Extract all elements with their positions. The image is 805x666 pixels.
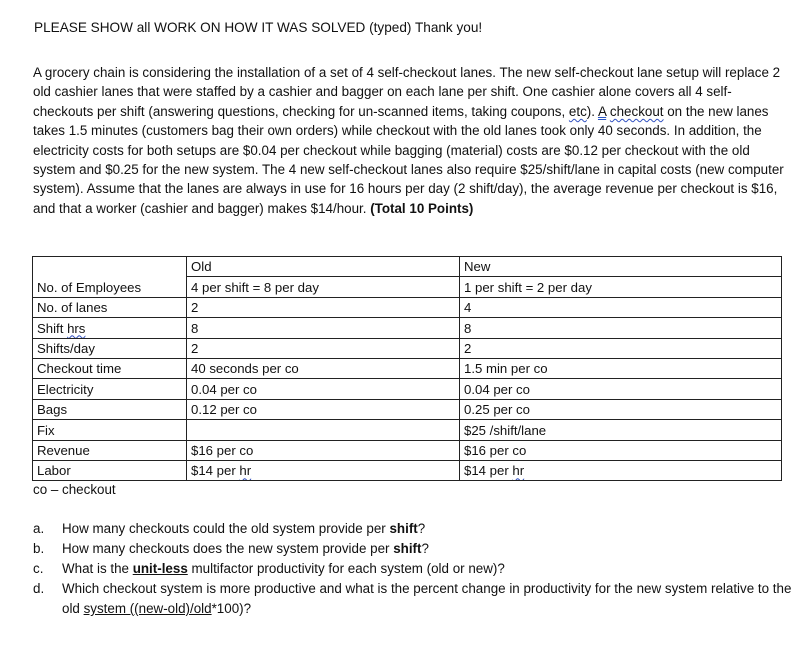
table-cell-new: 1.5 min per co xyxy=(460,358,782,378)
table-cell-old: 40 seconds per co xyxy=(187,358,460,378)
problem-text-4: on the new lanes takes 1.5 minutes (customers bag their own orders) while checkout with the old lanes took only 40 seconds. In addition, the electricity costs for both setups are $0.04 per checkout while bagging (material) costs are $0.12 per checkout with the old system and $0.25 for the new system. The 4 new self-checkout lanes also require $25/shift/lane in capital costs (new computer system). Assume that the lanes are always in use for 16 hours per day (2 shift/day), the average revenue per checkout is $16, and that a worker (cashier and bagger) makes $14/hour. xyxy=(33,103,784,216)
comparison-table xyxy=(32,256,782,481)
problem-etc: etc xyxy=(568,103,587,119)
table-row-label xyxy=(33,318,187,338)
question-text xyxy=(62,519,793,539)
question-text-a: Which checkout system is more productive and what is the percent change in productivity for the new system relative to the old xyxy=(62,581,792,616)
table-row xyxy=(33,297,782,317)
list-item xyxy=(33,559,793,579)
labor-new-text: $14 per xyxy=(464,463,513,479)
question-label: d. xyxy=(33,581,45,596)
table-row-label: No. of lanes xyxy=(33,297,187,317)
table-row-label: Revenue xyxy=(33,440,187,460)
table-cell-old: 2 xyxy=(187,297,460,317)
question-label: b. xyxy=(33,541,45,556)
problem-a: A xyxy=(597,103,607,119)
question-text-a: What is the xyxy=(62,561,133,576)
question-label: c. xyxy=(33,561,44,576)
table-cell-new: 8 xyxy=(460,318,782,338)
question-bold: unit-less xyxy=(132,561,188,576)
question-list xyxy=(33,519,793,619)
question-text-b: ? xyxy=(421,541,429,556)
question-label: a. xyxy=(33,521,45,536)
problem-checkout: checkout xyxy=(609,103,664,119)
question-text xyxy=(62,579,793,619)
table-cell-new: 1 per shift = 2 per day xyxy=(460,277,782,297)
question-underlined: system ((new-old)/old xyxy=(83,601,212,616)
table-row xyxy=(33,399,782,419)
table-cell-old: 0.12 per co xyxy=(187,399,460,419)
table-row xyxy=(33,379,782,399)
table-cell-new: $16 per co xyxy=(460,440,782,460)
abbreviation-note: co – checkout xyxy=(33,482,116,497)
table-cell-new: 2 xyxy=(460,338,782,358)
shift-label-text: Shift xyxy=(37,320,68,336)
list-item xyxy=(33,579,793,619)
table-cell-old: 4 per shift = 8 per day xyxy=(187,277,460,297)
question-bold: shift xyxy=(393,541,422,556)
table-row-label: Bags xyxy=(33,399,187,419)
table-cell-new: 4 xyxy=(460,297,782,317)
table-row xyxy=(33,338,782,358)
table-row-label: Shifts/day xyxy=(33,338,187,358)
table-row-label: No. of Employees xyxy=(33,257,187,298)
question-bold: shift xyxy=(389,521,418,536)
table-row-label: Fix xyxy=(33,420,187,440)
table-row-label: Checkout time xyxy=(33,358,187,378)
table-cell-new: $25 /shift/lane xyxy=(460,420,782,440)
table-row xyxy=(33,420,782,440)
table-cell-old: 2 xyxy=(187,338,460,358)
question-text-b: multifactor productivity for each system (old or new)? xyxy=(187,561,505,576)
shift-hrs-text: hrs xyxy=(67,320,86,336)
labor-old-text: $14 per xyxy=(191,463,240,479)
table-row xyxy=(33,460,782,480)
problem-text-1: A grocery chain is considering the installation of a set of 4 self-checkout lanes. The new self-checkout lane setup will replace 2 old cashier lanes that were staffed by a cashier and bagger on each lane per shift. One cashier alone covers all 4 self-checkouts per shift (answering questions, checking for un-scanned items, taking coupons, xyxy=(33,65,781,119)
table-row xyxy=(33,440,782,460)
list-item xyxy=(33,539,793,559)
table-cell-old: 0.04 per co xyxy=(187,379,460,399)
table-cell-old: $16 per co xyxy=(187,440,460,460)
question-text-a: How many checkouts does the new system provide per xyxy=(62,541,394,556)
table-cell-new xyxy=(460,460,782,480)
problem-text-2: ). xyxy=(586,103,598,119)
question-text xyxy=(62,559,793,579)
question-text-b: ? xyxy=(417,521,426,536)
col-header-new: New xyxy=(460,257,782,277)
table-row-label: Labor xyxy=(33,460,187,480)
table-cell-old xyxy=(187,460,460,480)
table-header-row xyxy=(33,257,782,277)
table-cell-old xyxy=(187,420,460,440)
labor-new-hr: hr xyxy=(512,463,525,479)
problem-statement xyxy=(33,63,788,218)
list-item xyxy=(33,519,793,539)
table-row-label: Electricity xyxy=(33,379,187,399)
table-row xyxy=(33,318,782,338)
table-cell-new: 0.04 per co xyxy=(460,379,782,399)
instruction-header: PLEASE SHOW all WORK ON HOW IT WAS SOLVED (typed) Thank you! xyxy=(34,20,483,35)
problem-points: (Total 10 Points) xyxy=(370,200,474,216)
question-text-b: *100)? xyxy=(211,601,252,616)
table-row xyxy=(33,358,782,378)
question-text xyxy=(62,539,793,559)
table-cell-new: 0.25 per co xyxy=(460,399,782,419)
col-header-old: Old xyxy=(187,257,460,277)
table-cell-old: 8 xyxy=(187,318,460,338)
question-text-a: How many checkouts could the old system provide per xyxy=(62,521,390,536)
labor-old-hr: hr xyxy=(239,463,252,479)
